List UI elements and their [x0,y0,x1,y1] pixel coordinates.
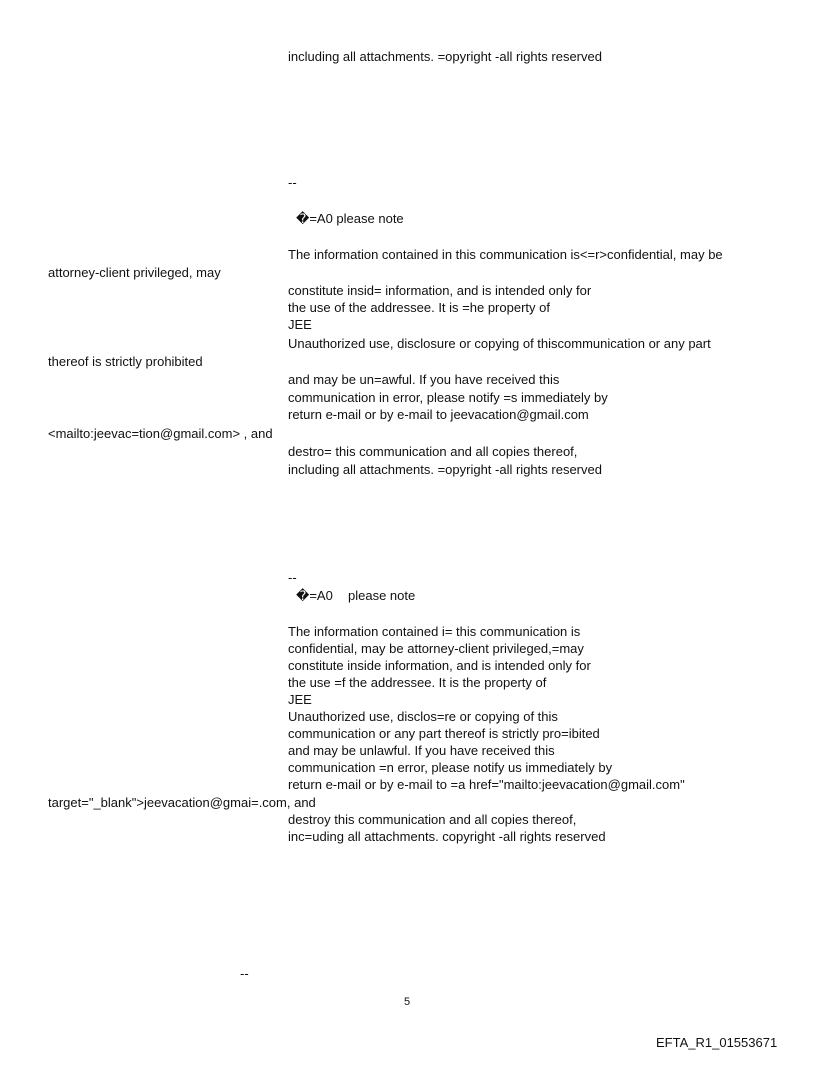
text-line: return e-mail or by e-mail to =a href="mailto:jeevacation@gmail.com" [288,777,685,792]
text-line: and may be un=awful. If you have received this [288,372,560,387]
text-line: Unauthorized use, disclos=re or copying of this [288,709,558,724]
text-line: confidential, may be attorney-client privileged,=may [288,641,584,656]
text-line: constitute inside information, and is intended only for [288,658,591,673]
text-line: Unauthorized use, disclosure or copying of thiscommunication or any part [288,336,711,351]
text-line: communication in error, please notify =s immediately by [288,390,608,405]
text-line: communication =n error, please notify us immediately by [288,760,613,775]
text-line: target="_blank">jeevacation@gmai=.com, and [48,795,316,810]
text-line: constitute insid= information, and is intended only for [288,283,592,298]
text-line: inc=uding all attachments. copyright -all rights reserved [288,829,606,844]
text-line: <mailto:jeevac=tion@gmail.com> , and [48,426,273,441]
document-id: EFTA_R1_01553671 [656,1035,778,1050]
please-note: �=A0 please note [296,211,404,226]
text-line: communication or any part thereof is strictly pro=ibited [288,726,600,741]
text-line: including all attachments. =opyright -all rights reserved [288,462,602,477]
text-line: JEE [288,317,312,332]
text-line: return e-mail or by e-mail to jeevacation@gmail.com [288,407,589,422]
text-line: JEE [288,692,312,707]
text-line: The information contained i= this communication is [288,624,581,639]
separator-dash: -- [288,570,297,585]
separator-dash: -- [288,175,297,190]
please-note: please note [348,588,416,603]
text-line: the use =f the addressee. It is the property of [288,675,547,690]
text-line: destroy this communication and all copies thereof, [288,812,577,827]
text-line: The information contained in this communication is<=r>confidential, may be [288,247,723,262]
text-line: attorney-client privileged, may [48,265,221,280]
text-line: and may be unlawful. If you have received this [288,743,555,758]
text-line: the use of the addressee. It is =he property of [288,300,550,315]
page-number: 5 [404,996,411,1008]
text-line: destro= this communication and all copies thereof, [288,444,578,459]
separator-dash: -- [240,966,249,981]
please-note-prefix: �=A0 [296,588,333,603]
text-line: including all attachments. =opyright -all rights reserved [288,49,602,64]
text-line: thereof is strictly prohibited [48,354,203,369]
